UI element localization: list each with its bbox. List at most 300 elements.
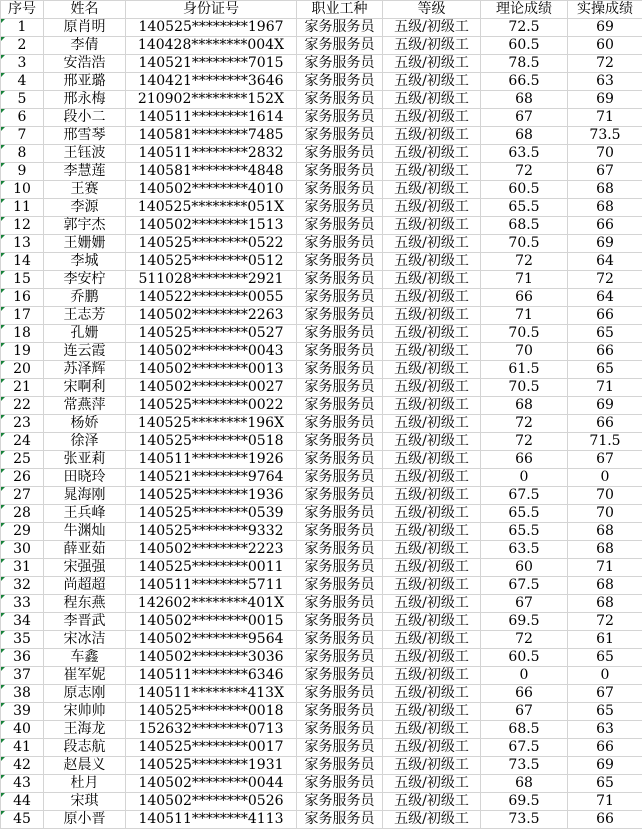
cell-theory-score[interactable]: 63.5: [481, 145, 568, 163]
cell-theory-score[interactable]: 67.5: [481, 577, 568, 595]
cell-index[interactable]: [1, 289, 44, 307]
cell-name[interactable]: 王钰波: [44, 145, 126, 163]
cell-level[interactable]: 五级/初级工: [383, 469, 481, 487]
cell-id-number[interactable]: 140525********0539: [126, 505, 297, 523]
cell-index[interactable]: [1, 145, 44, 163]
cell-index[interactable]: [1, 451, 44, 469]
cell-name[interactable]: 崔军妮: [44, 667, 126, 685]
cell-practical-score[interactable]: 69: [568, 91, 642, 109]
cell-level[interactable]: 五级/初级工: [383, 541, 481, 559]
cell-index[interactable]: [1, 775, 44, 793]
cell-index[interactable]: [1, 703, 44, 721]
cell-theory-score[interactable]: 68: [481, 91, 568, 109]
cell-occupation[interactable]: 家务服务员: [297, 19, 383, 37]
cell-level[interactable]: 五级/初级工: [383, 721, 481, 739]
cell-occupation[interactable]: 家务服务员: [297, 235, 383, 253]
cell-name[interactable]: 原肖明: [44, 19, 126, 37]
cell-name[interactable]: 王海龙: [44, 721, 126, 739]
cell-practical-score[interactable]: 66: [568, 343, 642, 361]
cell-occupation[interactable]: 家务服务员: [297, 469, 383, 487]
cell-theory-score[interactable]: 78.5: [481, 55, 568, 73]
cell-name[interactable]: 邢亚璐: [44, 73, 126, 91]
cell-practical-score[interactable]: 70: [568, 145, 642, 163]
cell-theory-score[interactable]: 65.5: [481, 523, 568, 541]
cell-occupation[interactable]: 家务服务员: [297, 811, 383, 829]
cell-occupation[interactable]: 家务服务员: [297, 739, 383, 757]
cell-theory-score[interactable]: 61.5: [481, 361, 568, 379]
cell-theory-score[interactable]: 70.5: [481, 235, 568, 253]
cell-index[interactable]: [1, 649, 44, 667]
cell-practical-score[interactable]: 69: [568, 19, 642, 37]
cell-practical-score[interactable]: 72: [568, 55, 642, 73]
cell-index[interactable]: [1, 181, 44, 199]
cell-name[interactable]: 李安柠: [44, 271, 126, 289]
cell-theory-score[interactable]: 68.5: [481, 217, 568, 235]
cell-name[interactable]: 安浩浩: [44, 55, 126, 73]
cell-index[interactable]: [1, 271, 44, 289]
cell-id-number[interactable]: 140502********1513: [126, 217, 297, 235]
cell-index[interactable]: [1, 37, 44, 55]
cell-level[interactable]: 五级/初级工: [383, 163, 481, 181]
cell-name[interactable]: 段志航: [44, 739, 126, 757]
cell-name[interactable]: 常燕萍: [44, 397, 126, 415]
cell-index[interactable]: [1, 91, 44, 109]
cell-practical-score[interactable]: 68: [568, 595, 642, 613]
cell-practical-score[interactable]: 73.5: [568, 127, 642, 145]
cell-occupation[interactable]: 家务服务员: [297, 379, 383, 397]
cell-level[interactable]: 五级/初级工: [383, 181, 481, 199]
cell-theory-score[interactable]: 66: [481, 685, 568, 703]
cell-theory-score[interactable]: 71: [481, 307, 568, 325]
header-cell-name[interactable]: 姓名: [44, 1, 126, 19]
cell-occupation[interactable]: 家务服务员: [297, 73, 383, 91]
cell-index[interactable]: [1, 109, 44, 127]
cell-occupation[interactable]: 家务服务员: [297, 199, 383, 217]
cell-id-number[interactable]: 140581********4848: [126, 163, 297, 181]
cell-name[interactable]: 程东燕: [44, 595, 126, 613]
cell-occupation[interactable]: 家务服务员: [297, 487, 383, 505]
cell-id-number[interactable]: 140525********0017: [126, 739, 297, 757]
cell-theory-score[interactable]: 72: [481, 253, 568, 271]
cell-name[interactable]: 宋冰洁: [44, 631, 126, 649]
cell-practical-score[interactable]: 65: [568, 361, 642, 379]
cell-index[interactable]: [1, 199, 44, 217]
cell-name[interactable]: 李慧莲: [44, 163, 126, 181]
cell-practical-score[interactable]: 60: [568, 37, 642, 55]
cell-level[interactable]: 五级/初级工: [383, 523, 481, 541]
cell-occupation[interactable]: 家务服务员: [297, 127, 383, 145]
cell-name[interactable]: 王姗姗: [44, 235, 126, 253]
cell-id-number[interactable]: 140502********2263: [126, 307, 297, 325]
cell-theory-score[interactable]: 67.5: [481, 739, 568, 757]
cell-id-number[interactable]: 140521********7015: [126, 55, 297, 73]
cell-name[interactable]: 尚超超: [44, 577, 126, 595]
cell-level[interactable]: 五级/初级工: [383, 793, 481, 811]
cell-practical-score[interactable]: 66: [568, 307, 642, 325]
cell-practical-score[interactable]: 64: [568, 253, 642, 271]
cell-practical-score[interactable]: 66: [568, 415, 642, 433]
cell-index[interactable]: [1, 217, 44, 235]
cell-occupation[interactable]: 家务服务员: [297, 253, 383, 271]
cell-occupation[interactable]: 家务服务员: [297, 541, 383, 559]
cell-level[interactable]: 五级/初级工: [383, 685, 481, 703]
cell-occupation[interactable]: 家务服务员: [297, 775, 383, 793]
cell-name[interactable]: 田晓玲: [44, 469, 126, 487]
cell-name[interactable]: 乔鹏: [44, 289, 126, 307]
cell-occupation[interactable]: 家务服务员: [297, 37, 383, 55]
cell-practical-score[interactable]: 63: [568, 721, 642, 739]
cell-practical-score[interactable]: 70: [568, 505, 642, 523]
cell-name[interactable]: 杜月: [44, 775, 126, 793]
cell-occupation[interactable]: 家务服务员: [297, 307, 383, 325]
cell-id-number[interactable]: 140502********0526: [126, 793, 297, 811]
cell-index[interactable]: [1, 541, 44, 559]
cell-level[interactable]: 五级/初级工: [383, 325, 481, 343]
cell-id-number[interactable]: 140525********0522: [126, 235, 297, 253]
cell-occupation[interactable]: 家务服务员: [297, 451, 383, 469]
cell-level[interactable]: 五级/初级工: [383, 235, 481, 253]
cell-occupation[interactable]: 家务服务员: [297, 631, 383, 649]
cell-index[interactable]: [1, 163, 44, 181]
cell-practical-score[interactable]: 66: [568, 739, 642, 757]
cell-name[interactable]: 薛亚茹: [44, 541, 126, 559]
cell-level[interactable]: 五级/初级工: [383, 577, 481, 595]
cell-id-number[interactable]: 140521********9764: [126, 469, 297, 487]
cell-id-number[interactable]: 140502********3036: [126, 649, 297, 667]
cell-theory-score[interactable]: 67: [481, 595, 568, 613]
cell-id-number[interactable]: 140525********0518: [126, 433, 297, 451]
cell-name[interactable]: 原小晋: [44, 811, 126, 829]
cell-theory-score[interactable]: 60: [481, 559, 568, 577]
cell-practical-score[interactable]: 64: [568, 289, 642, 307]
cell-name[interactable]: 宋强强: [44, 559, 126, 577]
cell-index[interactable]: [1, 793, 44, 811]
cell-index[interactable]: [1, 253, 44, 271]
cell-occupation[interactable]: 家务服务员: [297, 685, 383, 703]
cell-index[interactable]: [1, 307, 44, 325]
cell-theory-score[interactable]: 65.5: [481, 505, 568, 523]
cell-index[interactable]: [1, 685, 44, 703]
cell-index[interactable]: [1, 757, 44, 775]
cell-index[interactable]: [1, 487, 44, 505]
cell-practical-score[interactable]: 66: [568, 811, 642, 829]
cell-occupation[interactable]: 家务服务员: [297, 325, 383, 343]
cell-level[interactable]: 五级/初级工: [383, 127, 481, 145]
cell-index[interactable]: [1, 721, 44, 739]
cell-name[interactable]: 郭宇杰: [44, 217, 126, 235]
cell-occupation[interactable]: 家务服务员: [297, 649, 383, 667]
cell-occupation[interactable]: 家务服务员: [297, 55, 383, 73]
cell-theory-score[interactable]: 73.5: [481, 757, 568, 775]
cell-id-number[interactable]: 140525********0512: [126, 253, 297, 271]
cell-theory-score[interactable]: 65.5: [481, 199, 568, 217]
cell-occupation[interactable]: 家务服务员: [297, 343, 383, 361]
cell-id-number[interactable]: 140525********0018: [126, 703, 297, 721]
cell-id-number[interactable]: 140502********0043: [126, 343, 297, 361]
cell-id-number[interactable]: 140511********413X: [126, 685, 297, 703]
cell-id-number[interactable]: 210902********152X: [126, 91, 297, 109]
cell-name[interactable]: 王兵峰: [44, 505, 126, 523]
cell-id-number[interactable]: 140525********0527: [126, 325, 297, 343]
cell-name[interactable]: 宋啊利: [44, 379, 126, 397]
cell-level[interactable]: 五级/初级工: [383, 379, 481, 397]
cell-occupation[interactable]: 家务服务员: [297, 721, 383, 739]
cell-level[interactable]: 五级/初级工: [383, 217, 481, 235]
cell-index[interactable]: [1, 505, 44, 523]
cell-theory-score[interactable]: 63.5: [481, 541, 568, 559]
cell-theory-score[interactable]: 60.5: [481, 181, 568, 199]
cell-occupation[interactable]: 家务服务员: [297, 667, 383, 685]
cell-name[interactable]: 宋琪: [44, 793, 126, 811]
cell-practical-score[interactable]: 68: [568, 181, 642, 199]
cell-practical-score[interactable]: 71: [568, 559, 642, 577]
cell-name[interactable]: 李倩: [44, 37, 126, 55]
cell-id-number[interactable]: 140502********0015: [126, 613, 297, 631]
cell-level[interactable]: 五级/初级工: [383, 667, 481, 685]
cell-name[interactable]: 李晋武: [44, 613, 126, 631]
cell-theory-score[interactable]: 67: [481, 109, 568, 127]
cell-id-number[interactable]: 140525********9332: [126, 523, 297, 541]
cell-practical-score[interactable]: 68: [568, 199, 642, 217]
cell-practical-score[interactable]: 69: [568, 397, 642, 415]
cell-occupation[interactable]: 家务服务员: [297, 181, 383, 199]
cell-theory-score[interactable]: 68.5: [481, 721, 568, 739]
cell-level[interactable]: 五级/初级工: [383, 91, 481, 109]
cell-theory-score[interactable]: 66.5: [481, 73, 568, 91]
cell-id-number[interactable]: 140502********2223: [126, 541, 297, 559]
cell-index[interactable]: [1, 631, 44, 649]
cell-theory-score[interactable]: 0: [481, 667, 568, 685]
cell-level[interactable]: 五级/初级工: [383, 37, 481, 55]
cell-index[interactable]: [1, 379, 44, 397]
cell-level[interactable]: 五级/初级工: [383, 811, 481, 829]
cell-occupation[interactable]: 家务服务员: [297, 703, 383, 721]
cell-level[interactable]: 五级/初级工: [383, 73, 481, 91]
cell-occupation[interactable]: 家务服务员: [297, 217, 383, 235]
cell-level[interactable]: 五级/初级工: [383, 109, 481, 127]
cell-name[interactable]: 连云霞: [44, 343, 126, 361]
cell-id-number[interactable]: 140581********7485: [126, 127, 297, 145]
cell-practical-score[interactable]: 65: [568, 775, 642, 793]
header-cell-id-number[interactable]: 身份证号: [126, 1, 297, 19]
cell-id-number[interactable]: 140428********004X: [126, 37, 297, 55]
cell-level[interactable]: 五级/初级工: [383, 739, 481, 757]
cell-name[interactable]: 孔姗: [44, 325, 126, 343]
cell-theory-score[interactable]: 60.5: [481, 649, 568, 667]
cell-theory-score[interactable]: 0: [481, 469, 568, 487]
cell-level[interactable]: 五级/初级工: [383, 397, 481, 415]
cell-theory-score[interactable]: 66: [481, 289, 568, 307]
cell-level[interactable]: 五级/初级工: [383, 487, 481, 505]
cell-level[interactable]: 五级/初级工: [383, 649, 481, 667]
cell-name[interactable]: 晁海刚: [44, 487, 126, 505]
cell-index[interactable]: [1, 19, 44, 37]
cell-theory-score[interactable]: 72: [481, 163, 568, 181]
cell-practical-score[interactable]: 69: [568, 235, 642, 253]
cell-id-number[interactable]: 140511********2832: [126, 145, 297, 163]
cell-theory-score[interactable]: 73.5: [481, 811, 568, 829]
header-cell-level[interactable]: 等级: [383, 1, 481, 19]
cell-index[interactable]: [1, 415, 44, 433]
cell-practical-score[interactable]: 63: [568, 73, 642, 91]
cell-index[interactable]: [1, 361, 44, 379]
cell-theory-score[interactable]: 68: [481, 397, 568, 415]
cell-theory-score[interactable]: 70.5: [481, 325, 568, 343]
cell-level[interactable]: 五级/初级工: [383, 289, 481, 307]
cell-occupation[interactable]: 家务服务员: [297, 91, 383, 109]
cell-practical-score[interactable]: 67: [568, 685, 642, 703]
cell-occupation[interactable]: 家务服务员: [297, 613, 383, 631]
cell-occupation[interactable]: 家务服务员: [297, 523, 383, 541]
cell-index[interactable]: [1, 595, 44, 613]
cell-level[interactable]: 五级/初级工: [383, 307, 481, 325]
cell-level[interactable]: 五级/初级工: [383, 559, 481, 577]
cell-occupation[interactable]: 家务服务员: [297, 415, 383, 433]
cell-theory-score[interactable]: 69.5: [481, 613, 568, 631]
cell-id-number[interactable]: 140421********3646: [126, 73, 297, 91]
cell-theory-score[interactable]: 70: [481, 343, 568, 361]
cell-practical-score[interactable]: 0: [568, 667, 642, 685]
cell-theory-score[interactable]: 70.5: [481, 379, 568, 397]
cell-name[interactable]: 王志芳: [44, 307, 126, 325]
cell-occupation[interactable]: 家务服务员: [297, 397, 383, 415]
cell-practical-score[interactable]: 66: [568, 217, 642, 235]
cell-occupation[interactable]: 家务服务员: [297, 505, 383, 523]
cell-id-number[interactable]: 140502********0027: [126, 379, 297, 397]
cell-name[interactable]: 段小二: [44, 109, 126, 127]
cell-id-number[interactable]: 140511********1926: [126, 451, 297, 469]
cell-occupation[interactable]: 家务服务员: [297, 289, 383, 307]
cell-index[interactable]: [1, 325, 44, 343]
cell-level[interactable]: 五级/初级工: [383, 361, 481, 379]
cell-practical-score[interactable]: 65: [568, 325, 642, 343]
cell-level[interactable]: 五级/初级工: [383, 757, 481, 775]
cell-name[interactable]: 赵晨义: [44, 757, 126, 775]
cell-index[interactable]: [1, 433, 44, 451]
cell-practical-score[interactable]: 71: [568, 379, 642, 397]
cell-practical-score[interactable]: 67: [568, 163, 642, 181]
cell-name[interactable]: 王赛: [44, 181, 126, 199]
cell-index[interactable]: [1, 667, 44, 685]
cell-practical-score[interactable]: 68: [568, 523, 642, 541]
cell-name[interactable]: 李源: [44, 199, 126, 217]
cell-theory-score[interactable]: 72.5: [481, 19, 568, 37]
cell-id-number[interactable]: 140502********0044: [126, 775, 297, 793]
cell-id-number[interactable]: 140525********1931: [126, 757, 297, 775]
cell-index[interactable]: [1, 811, 44, 829]
cell-practical-score[interactable]: 65: [568, 649, 642, 667]
cell-theory-score[interactable]: 71: [481, 271, 568, 289]
cell-practical-score[interactable]: 67: [568, 451, 642, 469]
cell-name[interactable]: 杨娇: [44, 415, 126, 433]
cell-theory-score[interactable]: 72: [481, 631, 568, 649]
cell-level[interactable]: 五级/初级工: [383, 271, 481, 289]
cell-level[interactable]: 五级/初级工: [383, 595, 481, 613]
cell-theory-score[interactable]: 67: [481, 703, 568, 721]
cell-theory-score[interactable]: 60.5: [481, 37, 568, 55]
cell-practical-score[interactable]: 0: [568, 469, 642, 487]
cell-level[interactable]: 五级/初级工: [383, 703, 481, 721]
cell-level[interactable]: 五级/初级工: [383, 505, 481, 523]
cell-occupation[interactable]: 家务服务员: [297, 559, 383, 577]
cell-id-number[interactable]: 140525********1936: [126, 487, 297, 505]
cell-name[interactable]: 苏泽辉: [44, 361, 126, 379]
cell-level[interactable]: 五级/初级工: [383, 631, 481, 649]
cell-level[interactable]: 五级/初级工: [383, 253, 481, 271]
cell-id-number[interactable]: 140525********1967: [126, 19, 297, 37]
header-cell-index[interactable]: 序号: [1, 1, 44, 19]
cell-practical-score[interactable]: 65: [568, 703, 642, 721]
cell-practical-score[interactable]: 69: [568, 757, 642, 775]
cell-id-number[interactable]: 140522********0055: [126, 289, 297, 307]
cell-level[interactable]: 五级/初级工: [383, 415, 481, 433]
cell-name[interactable]: 邢永梅: [44, 91, 126, 109]
cell-index[interactable]: [1, 469, 44, 487]
cell-name[interactable]: 原志刚: [44, 685, 126, 703]
cell-id-number[interactable]: 511028********2921: [126, 271, 297, 289]
cell-name[interactable]: 车鑫: [44, 649, 126, 667]
cell-practical-score[interactable]: 71.5: [568, 433, 642, 451]
cell-index[interactable]: [1, 343, 44, 361]
cell-theory-score[interactable]: 68: [481, 775, 568, 793]
cell-practical-score[interactable]: 68: [568, 541, 642, 559]
cell-index[interactable]: [1, 613, 44, 631]
cell-practical-score[interactable]: 72: [568, 613, 642, 631]
cell-level[interactable]: 五级/初级工: [383, 613, 481, 631]
cell-index[interactable]: [1, 73, 44, 91]
cell-level[interactable]: 五级/初级工: [383, 199, 481, 217]
cell-occupation[interactable]: 家务服务员: [297, 433, 383, 451]
cell-level[interactable]: 五级/初级工: [383, 19, 481, 37]
cell-occupation[interactable]: 家务服务员: [297, 595, 383, 613]
cell-name[interactable]: 邢雪琴: [44, 127, 126, 145]
cell-occupation[interactable]: 家务服务员: [297, 361, 383, 379]
cell-level[interactable]: 五级/初级工: [383, 775, 481, 793]
header-cell-occupation[interactable]: 职业工种: [297, 1, 383, 19]
cell-index[interactable]: [1, 577, 44, 595]
cell-index[interactable]: [1, 523, 44, 541]
cell-id-number[interactable]: 140511********5711: [126, 577, 297, 595]
header-cell-theory-score[interactable]: 理论成绩: [481, 1, 568, 19]
cell-level[interactable]: 五级/初级工: [383, 433, 481, 451]
cell-name[interactable]: 张亚莉: [44, 451, 126, 469]
cell-theory-score[interactable]: 67.5: [481, 487, 568, 505]
cell-index[interactable]: [1, 397, 44, 415]
cell-id-number[interactable]: 140502********9564: [126, 631, 297, 649]
cell-practical-score[interactable]: 71: [568, 793, 642, 811]
cell-practical-score[interactable]: 71: [568, 109, 642, 127]
cell-id-number[interactable]: 140502********4010: [126, 181, 297, 199]
cell-index[interactable]: [1, 559, 44, 577]
cell-level[interactable]: 五级/初级工: [383, 343, 481, 361]
cell-id-number[interactable]: 140511********4113: [126, 811, 297, 829]
cell-occupation[interactable]: 家务服务员: [297, 145, 383, 163]
cell-id-number[interactable]: 140502********0013: [126, 361, 297, 379]
cell-practical-score[interactable]: 68: [568, 577, 642, 595]
cell-name[interactable]: 李城: [44, 253, 126, 271]
cell-id-number[interactable]: 140525********196X: [126, 415, 297, 433]
cell-level[interactable]: 五级/初级工: [383, 55, 481, 73]
cell-occupation[interactable]: 家务服务员: [297, 109, 383, 127]
cell-name[interactable]: 牛渊灿: [44, 523, 126, 541]
cell-practical-score[interactable]: 72: [568, 271, 642, 289]
cell-id-number[interactable]: 140525********051X: [126, 199, 297, 217]
cell-theory-score[interactable]: 72: [481, 433, 568, 451]
cell-level[interactable]: 五级/初级工: [383, 451, 481, 469]
cell-theory-score[interactable]: 66: [481, 451, 568, 469]
cell-occupation[interactable]: 家务服务员: [297, 577, 383, 595]
cell-id-number[interactable]: 140525********0011: [126, 559, 297, 577]
